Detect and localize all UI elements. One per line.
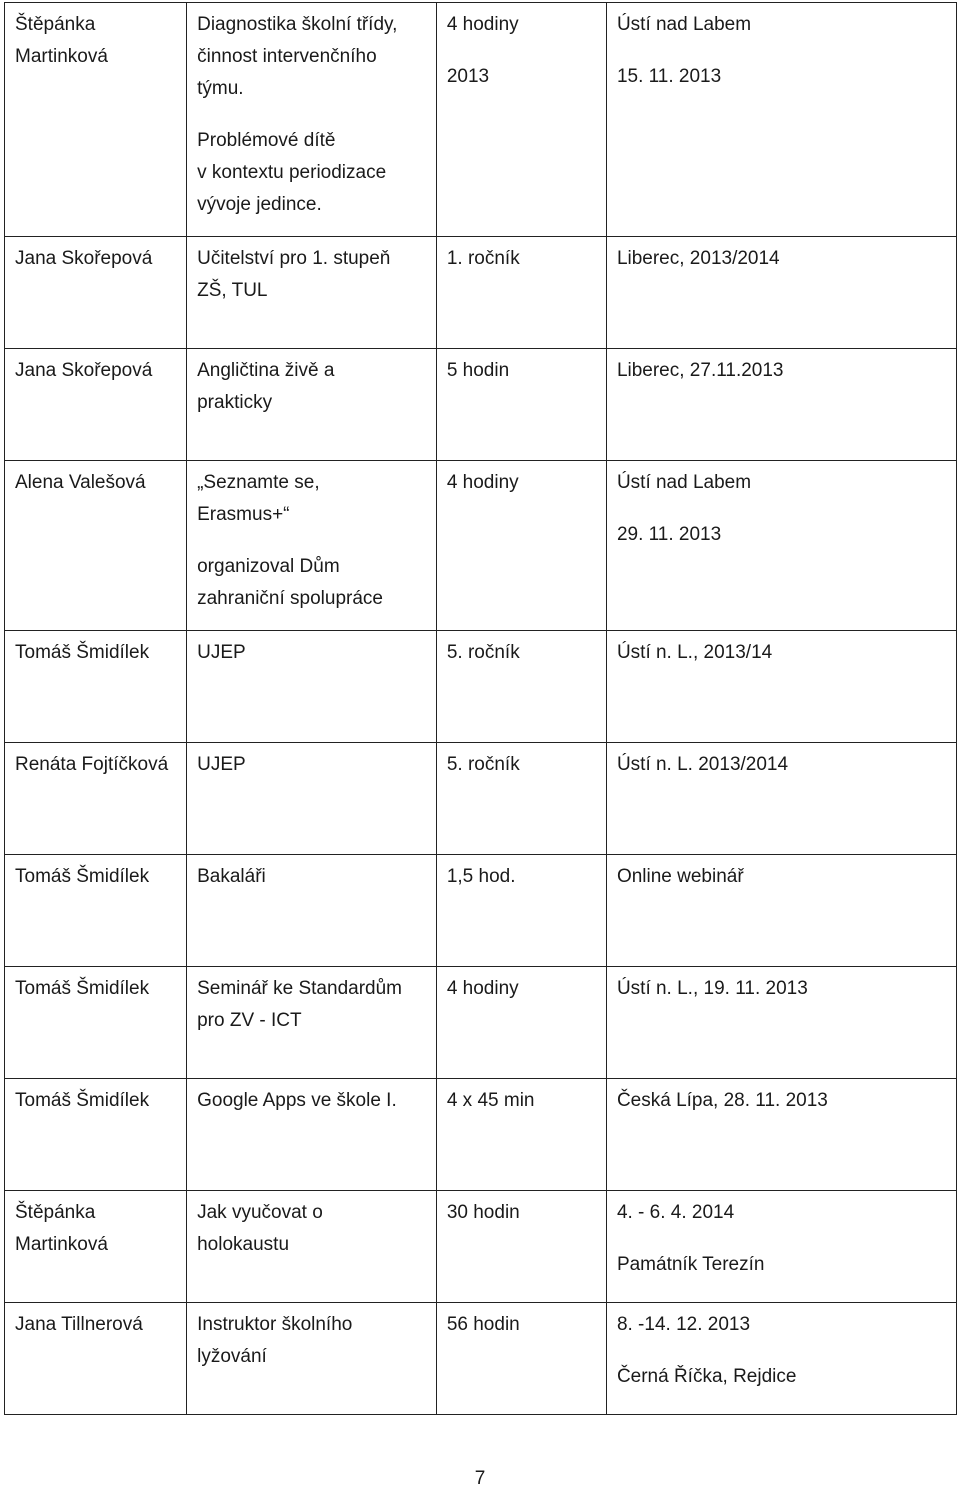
participant-cell: Jana Skořepová: [5, 349, 187, 461]
place-date-cell: Ústí n. L., 19. 11. 2013: [606, 967, 956, 1079]
participant-cell: Štěpánka Martinková: [5, 3, 187, 237]
table-row: [5, 1079, 957, 1191]
page-number: 7: [474, 1468, 486, 1489]
course-cell: Seminář ke Standardům pro ZV - ICT: [187, 967, 437, 1079]
table-row: [5, 1303, 957, 1415]
place-date-cell: 4. - 6. 4. 2014 Památník Terezín: [606, 1191, 956, 1303]
place-date-cell: Ústí n. L., 2013/14: [606, 631, 956, 743]
table-row: [5, 1191, 957, 1303]
course-cell: Bakaláři: [187, 855, 437, 967]
participant-cell: Tomáš Šmidílek: [5, 1079, 187, 1191]
duration-cell: 4 hodiny: [436, 461, 606, 631]
place-date-cell: Online webinář: [606, 855, 956, 967]
place-date-cell: Česká Lípa, 28. 11. 2013: [606, 1079, 956, 1191]
participant-cell: Tomáš Šmidílek: [5, 631, 187, 743]
place-date-cell: Ústí n. L. 2013/2014: [606, 743, 956, 855]
participant-cell: Jana Skořepová: [5, 237, 187, 349]
table-row: [5, 3, 957, 237]
duration-cell: 5 hodin: [436, 349, 606, 461]
participant-cell: Tomáš Šmidílek: [5, 967, 187, 1079]
duration-cell: 1,5 hod.: [436, 855, 606, 967]
course-cell: Učitelství pro 1. stupeň ZŠ, TUL: [187, 237, 437, 349]
participant-cell: Štěpánka Martinková: [5, 1191, 187, 1303]
duration-cell: 4 hodiny 2013: [436, 3, 606, 237]
course-cell: Angličtina živě a prakticky: [187, 349, 437, 461]
course-cell: Jak vyučovat o holokaustu: [187, 1191, 437, 1303]
duration-cell: 30 hodin: [436, 1191, 606, 1303]
duration-cell: 4 hodiny: [436, 967, 606, 1079]
course-cell: Diagnostika školní třídy, činnost intervenčního týmu. Problémové dítě v kontextu periodizace vývoje jedince.: [187, 3, 437, 237]
place-date-cell: 8. -14. 12. 2013 Černá Říčka, Rejdice: [606, 1303, 956, 1415]
course-cell: UJEP: [187, 743, 437, 855]
table-row: [5, 967, 957, 1079]
duration-cell: 1. ročník: [436, 237, 606, 349]
table-row: [5, 461, 957, 631]
course-cell: „Seznamte se, Erasmus+“ organizoval Dům zahraniční spolupráce: [187, 461, 437, 631]
table-row: [5, 349, 957, 461]
course-cell: UJEP: [187, 631, 437, 743]
participant-cell: Jana Tillnerová: [5, 1303, 187, 1415]
participant-cell: Tomáš Šmidílek: [5, 855, 187, 967]
course-cell: Instruktor školního lyžování: [187, 1303, 437, 1415]
duration-cell: 5. ročník: [436, 631, 606, 743]
place-date-cell: Ústí nad Labem 15. 11. 2013: [606, 3, 956, 237]
participant-cell: Renáta Fojtíčková: [5, 743, 187, 855]
duration-cell: 5. ročník: [436, 743, 606, 855]
table-row: [5, 631, 957, 743]
table-row: [5, 855, 957, 967]
place-date-cell: Ústí nad Labem 29. 11. 2013: [606, 461, 956, 631]
duration-cell: 56 hodin: [436, 1303, 606, 1415]
participant-cell: Alena Valešová: [5, 461, 187, 631]
table-row: [5, 743, 957, 855]
duration-cell: 4 x 45 min: [436, 1079, 606, 1191]
table-row: [5, 237, 957, 349]
courses-table: [4, 2, 957, 1415]
place-date-cell: Liberec, 27.11.2013: [606, 349, 956, 461]
course-cell: Google Apps ve škole I.: [187, 1079, 437, 1191]
place-date-cell: Liberec, 2013/2014: [606, 237, 956, 349]
